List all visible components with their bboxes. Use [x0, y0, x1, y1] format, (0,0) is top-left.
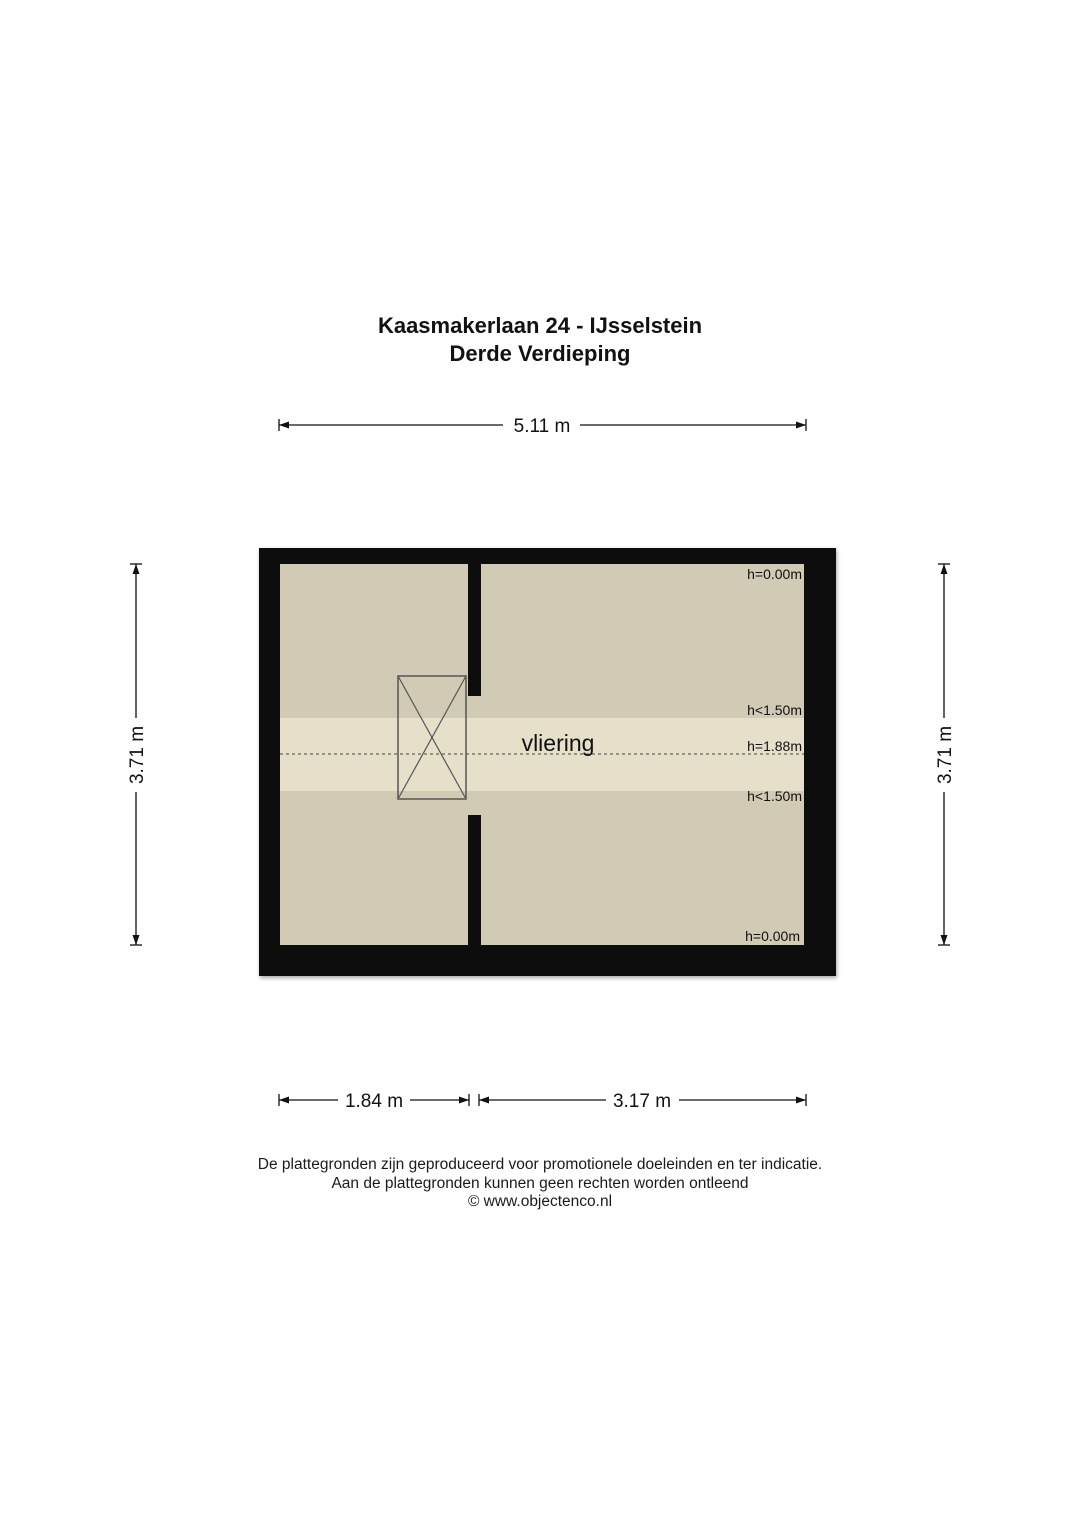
disclaimer-line-1: De plattegronden zijn geproduceerd voor promotionele doeleinden en ter indicatie. [257, 1156, 823, 1173]
plan-title-address: Kaasmakerlaan 24 - IJsselstein [377, 313, 703, 338]
dimension-height-left-label: 3.71 m [127, 725, 148, 785]
height-label-lower: h<1.50m [747, 788, 802, 804]
height-label-top: h=0.00m [747, 566, 802, 582]
height-label-ridge: h=1.88m [747, 738, 802, 754]
room-label-vliering: vliering [521, 730, 595, 756]
dimension-bottom-left-label: 1.84 m [344, 1091, 404, 1112]
height-label-upper: h<1.50m [747, 702, 802, 718]
dimension-bottom-right [479, 1091, 806, 1112]
dimension-bottom-right-label: 3.17 m [612, 1091, 672, 1112]
dimension-total-width-label: 5.11 m [513, 416, 571, 437]
height-label-bottom: h=0.00m [745, 928, 800, 944]
copyright-line: © www.objectenco.nl [467, 1193, 613, 1210]
plan-title-floor: Derde Verdieping [449, 341, 631, 366]
dimension-total-width [279, 416, 806, 437]
dimension-bottom-left [279, 1091, 469, 1112]
disclaimer-line-2: Aan de plattegronden kunnen geen rechten worden ontleend [331, 1175, 749, 1192]
dimension-height-right [935, 564, 956, 945]
dimension-height-left [127, 564, 148, 945]
dimension-height-right-label: 3.71 m [935, 725, 956, 785]
